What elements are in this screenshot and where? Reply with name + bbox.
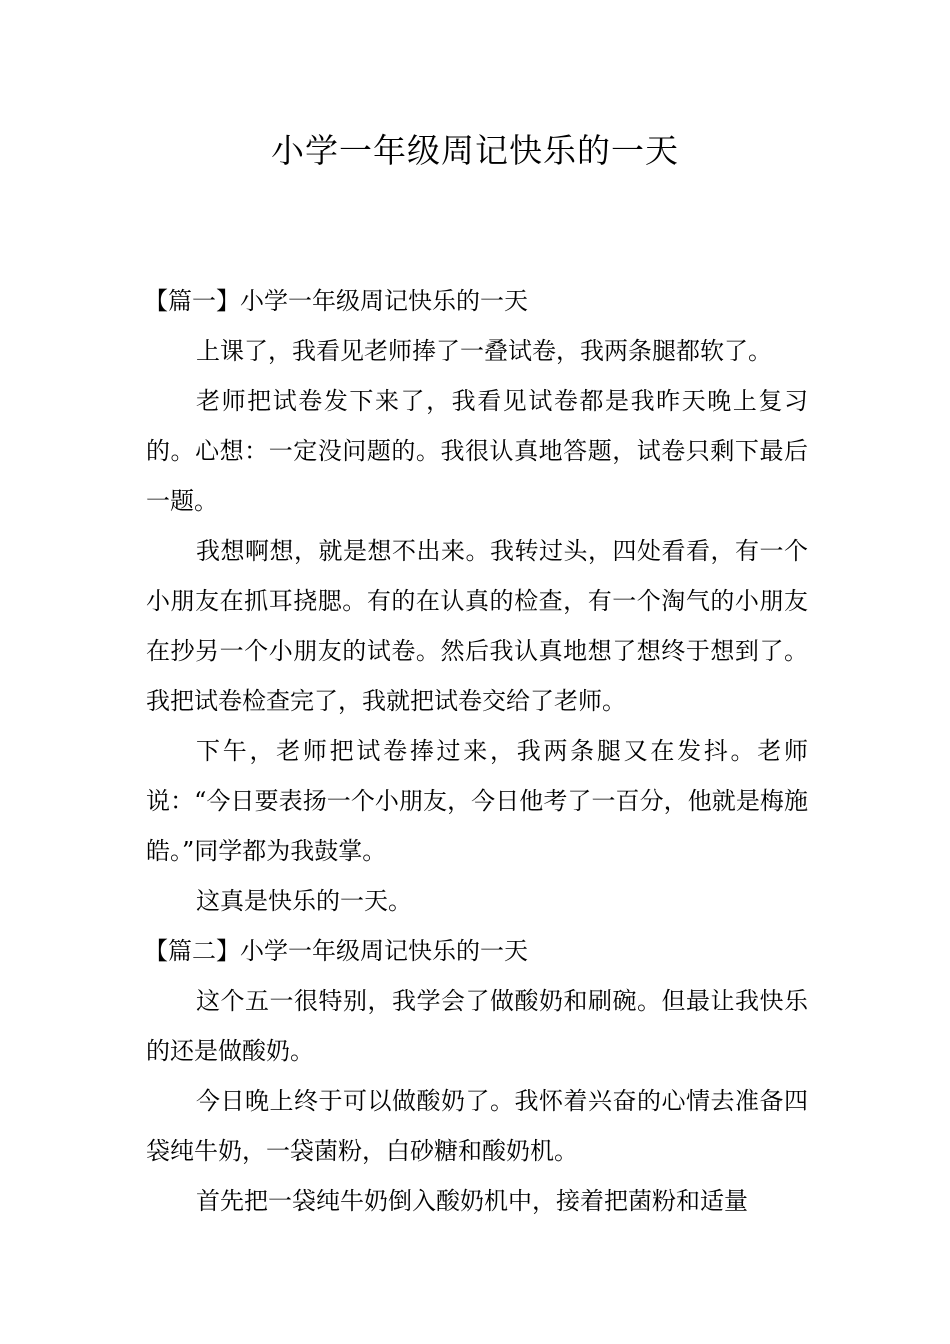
paragraph: 这真是快乐的一天。	[196, 887, 412, 915]
paragraph: 这个五一很特别，我学会了做酸奶和刷碗。但最让我快乐的还是做酸奶。	[146, 987, 808, 1065]
section-heading-2: 【篇二】小学一年级周记快乐的一天	[144, 937, 528, 965]
document-body	[146, 276, 808, 1226]
section-heading-1: 【篇一】小学一年级周记快乐的一天	[144, 287, 528, 315]
paragraph: 今日晚上终于可以做酸奶了。我怀着兴奋的心情去准备四袋纯牛奶，一袋菌粉，白砂糖和酸奶机。	[146, 1087, 808, 1165]
paragraph: 我想啊想，就是想不出来。我转过头，四处看看，有一个小朋友在抓耳挠腮。有的在认真的检查，有一个淘气的小朋友在抄另一个小朋友的试卷。然后我认真地想了想终于想到了。我把试卷检查完了，我就把试卷交给了老师。	[146, 537, 808, 715]
paragraph: 上课了，我看见老师捧了一叠试卷，我两条腿都软了。	[196, 337, 772, 365]
paragraph: 下午，老师把试卷捧过来，我两条腿又在发抖。老师说：“今日要表扬一个小朋友，今日他考了一百分，他就是梅施皓。”同学都为我鼓掌。	[146, 737, 808, 865]
paragraph: 首先把一袋纯牛奶倒入酸奶机中，接着把菌粉和适量	[196, 1187, 748, 1215]
page-title: 小学一年级周记快乐的一天	[271, 131, 679, 170]
paragraph: 老师把试卷发下来了，我看见试卷都是我昨天晚上复习的。心想：一定没问题的。我很认真地答题，试卷只剩下最后一题。	[146, 387, 808, 515]
